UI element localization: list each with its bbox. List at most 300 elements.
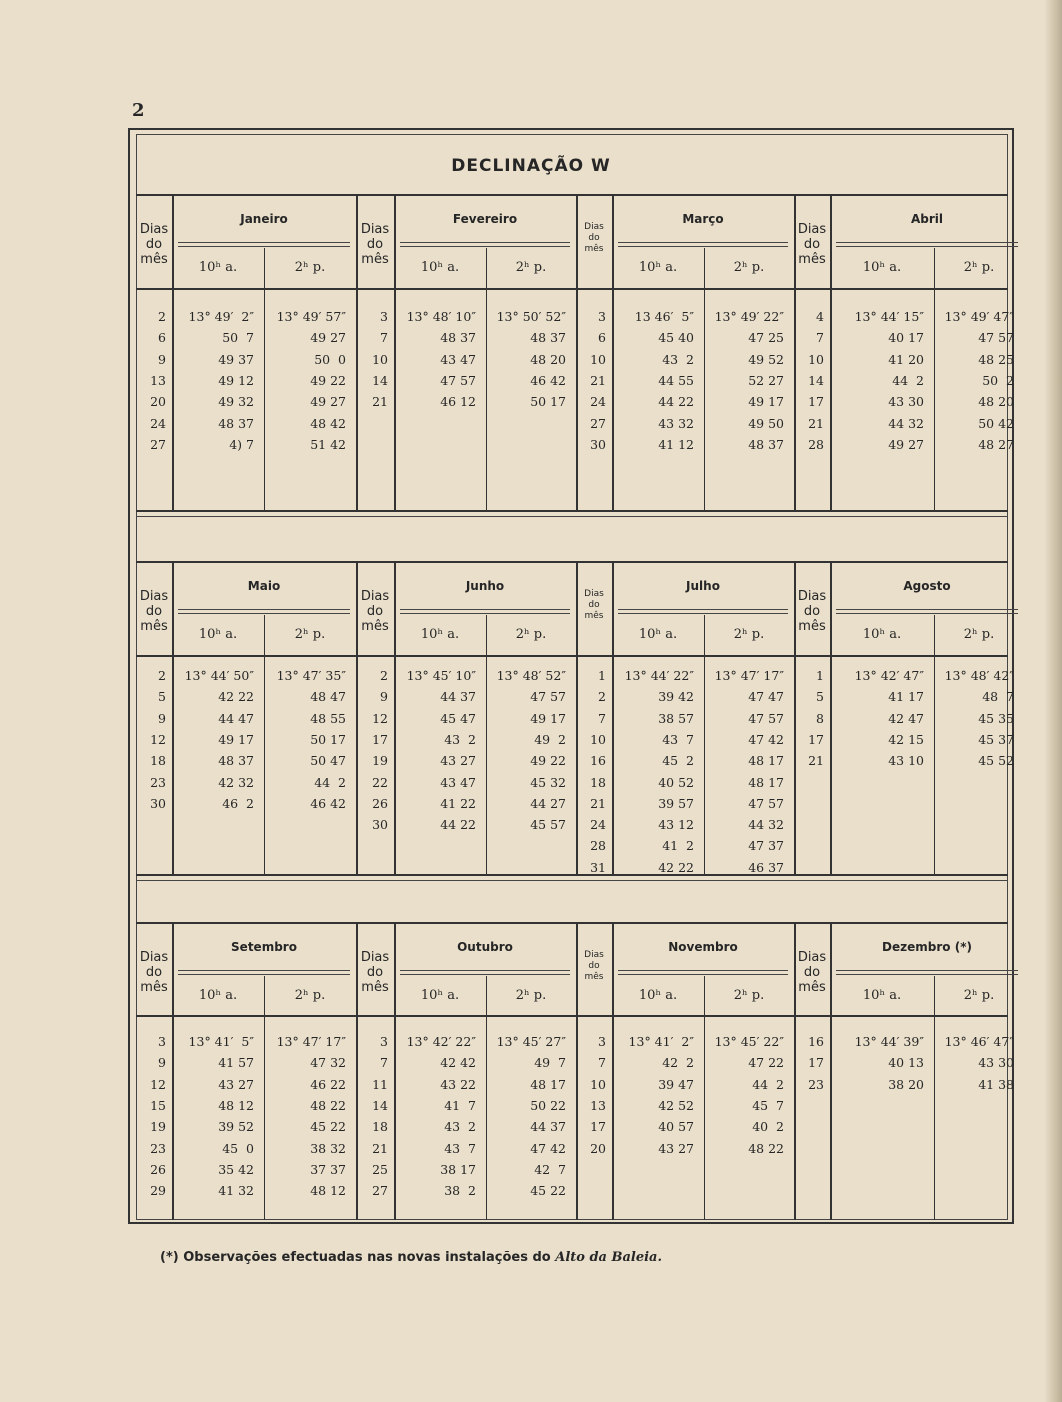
day-cell: 20: [150, 394, 166, 410]
dias-label-line: Dias: [139, 589, 169, 604]
afternoon-value-cell: 50 47: [310, 753, 346, 769]
afternoon-value-cell: 47 47: [748, 689, 784, 705]
month-name: Agosto: [903, 579, 951, 593]
afternoon-column-header: 2ʰ p.: [515, 627, 547, 642]
afternoon-value-cell: 48 12: [310, 1183, 346, 1199]
morning-value-cell: 42 52: [658, 1097, 694, 1113]
dias-label-line: Dias: [360, 589, 390, 604]
day-cell: 9: [158, 710, 166, 726]
afternoon-value-cell: 50 0: [314, 351, 346, 367]
afternoon-value-cell: 44 2: [752, 1076, 784, 1092]
footnote-marker: (*): [160, 1250, 179, 1265]
afternoon-value-cell: 50 17: [310, 731, 346, 747]
afternoon-value-cell: 45 7: [752, 1097, 784, 1113]
day-cell: 17: [590, 1119, 606, 1135]
morning-value-cell: 43 7: [444, 1140, 476, 1156]
morning-column-header: 10ʰ a.: [638, 260, 678, 275]
month-name: Março: [682, 212, 724, 226]
afternoon-value-cell: 45 22: [530, 1183, 566, 1199]
day-cell: 30: [372, 817, 388, 833]
morning-value-cell: 45 40: [658, 330, 694, 346]
day-cell: 17: [808, 1055, 824, 1071]
afternoon-value-cell: 47 22: [748, 1055, 784, 1071]
month-abril: [136, 196, 1014, 510]
day-cell: 6: [598, 330, 606, 346]
morning-value-cell: 42 2: [662, 1055, 694, 1071]
morning-value-cell: 43 32: [658, 415, 694, 431]
dias-label-line: do: [145, 965, 163, 980]
morning-value-cell: 44 22: [658, 394, 694, 410]
morning-value-cell: 43 27: [440, 753, 476, 769]
morning-column-header: 10ʰ a.: [198, 260, 238, 275]
morning-value-cell: 44 47: [218, 710, 254, 726]
morning-value-cell: 13° 41′ 5″: [188, 1034, 254, 1049]
dias-label-line: do: [803, 965, 821, 980]
afternoon-value-cell: 48 37: [530, 330, 566, 346]
dias-do-mes-header: [794, 222, 830, 282]
page-number: 2: [132, 100, 145, 121]
morning-value-cell: 39 47: [658, 1076, 694, 1092]
morning-value-cell: 40 52: [658, 774, 694, 790]
morning-value-cell: 46 2: [222, 795, 254, 811]
month-agosto: [136, 563, 1014, 874]
table-row: [136, 327, 1014, 348]
afternoon-value-cell: 48 17: [530, 1076, 566, 1092]
block-separator-top: [136, 510, 1008, 512]
dias-label-line: mês: [798, 980, 826, 995]
morning-column-header: 10ʰ a.: [198, 988, 238, 1003]
footnote-text: Observações efectuadas nas novas instalações do: [183, 1250, 551, 1265]
day-cell: 30: [150, 795, 166, 811]
afternoon-value-cell: 45 32: [530, 774, 566, 790]
afternoon-value-cell: 44 27: [530, 795, 566, 811]
dias-label-line: do: [803, 237, 821, 252]
afternoon-value-cell: 50 22: [530, 1097, 566, 1113]
afternoon-value-cell: 13° 45′ 22″: [714, 1034, 784, 1049]
month-block-1: [136, 196, 1014, 510]
dias-label-line: do: [803, 604, 821, 619]
afternoon-value-cell: 48 27: [978, 436, 1014, 452]
afternoon-value-cell: 49 50: [748, 415, 784, 431]
morning-value-cell: 44 2: [892, 372, 924, 388]
morning-value-cell: 38 57: [658, 710, 694, 726]
morning-value-cell: 39 42: [658, 689, 694, 705]
morning-value-cell: 38 17: [440, 1161, 476, 1177]
day-cell: 2: [598, 689, 606, 705]
morning-value-cell: 43 2: [444, 1119, 476, 1135]
afternoon-value-cell: 48 20: [978, 394, 1014, 410]
morning-value-cell: 43 30: [888, 394, 924, 410]
table-row: [136, 349, 1014, 370]
morning-column-header: 10ʰ a.: [638, 627, 678, 642]
afternoon-value-cell: 48 42: [310, 415, 346, 431]
morning-column-header: 10ʰ a.: [198, 627, 238, 642]
day-cell: 1: [816, 668, 824, 683]
dias-label-line: Dias: [797, 589, 827, 604]
dias-label-line: Dias: [584, 589, 604, 599]
morning-value-cell: 43 27: [658, 1140, 694, 1156]
morning-value-cell: 41 7: [444, 1097, 476, 1113]
morning-value-cell: 43 27: [218, 1076, 254, 1092]
afternoon-value-cell: 49 22: [530, 753, 566, 769]
dias-label-line: Dias: [584, 222, 604, 232]
morning-value-cell: 41 20: [888, 351, 924, 367]
afternoon-value-cell: 13° 48′ 42″: [944, 668, 1014, 683]
afternoon-column-header: 2ʰ p.: [294, 627, 326, 642]
morning-value-cell: 41 12: [658, 436, 694, 452]
day-cell: 19: [150, 1119, 166, 1135]
month-name: Junho: [465, 579, 505, 593]
morning-value-cell: 13° 41′ 2″: [628, 1034, 694, 1049]
month-block-3: [136, 924, 1014, 1220]
afternoon-value-cell: 45 57: [530, 817, 566, 833]
morning-value-cell: 43 2: [662, 351, 694, 367]
day-cell: 3: [598, 309, 606, 324]
month-double-rule: [836, 609, 1018, 614]
dias-label-line: do: [588, 600, 600, 610]
day-cell: 2: [380, 668, 388, 683]
afternoon-value-cell: 44 37: [530, 1119, 566, 1135]
morning-value-cell: 43 2: [444, 731, 476, 747]
morning-value-cell: 50 7: [222, 330, 254, 346]
block-separator-top-inner: [136, 516, 1008, 517]
afternoon-value-cell: 13° 49′ 57″: [276, 309, 346, 324]
dias-label-line: do: [366, 604, 384, 619]
day-cell: 28: [590, 838, 606, 854]
afternoon-value-cell: 47 57: [530, 689, 566, 705]
morning-value-cell: 49 27: [888, 436, 924, 452]
dias-label-line: Dias: [360, 222, 390, 237]
morning-value-cell: 13° 44′ 50″: [184, 668, 254, 683]
afternoon-column-header: 2ʰ p.: [963, 988, 995, 1003]
afternoon-column-header: 2ʰ p.: [294, 260, 326, 275]
morning-value-cell: 45 2: [662, 753, 694, 769]
afternoon-value-cell: 49 7: [534, 1055, 566, 1071]
dias-label-line: Dias: [584, 950, 604, 960]
dias-label-line: mês: [798, 619, 826, 634]
day-cell: 29: [150, 1183, 166, 1199]
table-row: [136, 708, 1014, 729]
morning-value-cell: 44 22: [440, 817, 476, 833]
afternoon-column-header: 2ʰ p.: [963, 260, 995, 275]
day-cell: 5: [158, 689, 166, 705]
day-cell: 3: [380, 309, 388, 324]
afternoon-value-cell: 37 37: [310, 1161, 346, 1177]
afternoon-value-cell: 45 22: [310, 1119, 346, 1135]
day-cell: 21: [372, 394, 388, 410]
day-cell: 24: [590, 817, 606, 833]
morning-column-header: 10ʰ a.: [420, 627, 460, 642]
day-cell: 4: [816, 309, 824, 324]
month-name: Julho: [686, 579, 720, 593]
morning-value-cell: 48 12: [218, 1097, 254, 1113]
day-cell: 10: [590, 1076, 606, 1092]
footnote-place: Alto da Baleia.: [555, 1250, 663, 1265]
afternoon-value-cell: 13° 49′ 47″: [944, 309, 1014, 324]
morning-value-cell: 13° 44′ 15″: [854, 309, 924, 324]
am-pm-column-rule: [934, 976, 935, 1220]
morning-value-cell: 43 22: [440, 1076, 476, 1092]
month-name: Setembro: [231, 940, 297, 954]
afternoon-value-cell: 38 32: [310, 1140, 346, 1156]
morning-value-cell: 43 12: [658, 817, 694, 833]
day-cell: 23: [808, 1076, 824, 1092]
afternoon-value-cell: 48 55: [310, 710, 346, 726]
month-dezembro: [136, 924, 1014, 1220]
day-cell: 27: [372, 1183, 388, 1199]
afternoon-column-header: 2ʰ p.: [733, 260, 765, 275]
afternoon-value-cell: 48 20: [530, 351, 566, 367]
afternoon-value-cell: 48 22: [748, 1140, 784, 1156]
morning-value-cell: 42 32: [218, 774, 254, 790]
day-cell: 13: [590, 1097, 606, 1113]
dias-label-line: do: [145, 237, 163, 252]
day-cell: 9: [380, 689, 388, 705]
afternoon-value-cell: 50 2: [982, 372, 1014, 388]
day-cell: 12: [372, 710, 388, 726]
day-cell: 25: [372, 1161, 388, 1177]
table-row: [136, 1074, 1014, 1095]
dias-label-line: do: [366, 237, 384, 252]
footnote: [160, 1250, 662, 1265]
afternoon-value-cell: 47 37: [748, 838, 784, 854]
afternoon-value-cell: 42 7: [534, 1161, 566, 1177]
afternoon-value-cell: 49 27: [310, 330, 346, 346]
day-cell: 11: [372, 1076, 388, 1092]
afternoon-value-cell: 47 32: [310, 1055, 346, 1071]
month-double-rule: [836, 970, 1018, 975]
day-cell: 14: [372, 1097, 388, 1113]
day-cell: 16: [808, 1034, 824, 1049]
day-cell: 10: [372, 351, 388, 367]
month-name: Outubro: [457, 940, 513, 954]
morning-value-cell: 40 13: [888, 1055, 924, 1071]
table-row: [136, 686, 1014, 707]
morning-value-cell: 41 22: [440, 795, 476, 811]
afternoon-value-cell: 13° 48′ 52″: [496, 668, 566, 683]
day-cell: 31: [590, 859, 606, 875]
dias-label-line: Dias: [139, 222, 169, 237]
morning-value-cell: 44 37: [440, 689, 476, 705]
afternoon-value-cell: 48 25: [978, 351, 1014, 367]
morning-value-cell: 38 20: [888, 1076, 924, 1092]
afternoon-value-cell: 49 17: [530, 710, 566, 726]
morning-value-cell: 48 37: [440, 330, 476, 346]
morning-value-cell: 48 37: [218, 415, 254, 431]
day-cell: 7: [598, 710, 606, 726]
dias-label-line: mês: [140, 252, 168, 267]
afternoon-column-header: 2ʰ p.: [515, 260, 547, 275]
dias-do-mes-header: [794, 950, 830, 1010]
day-cell: 30: [590, 436, 606, 452]
afternoon-column-header: 2ʰ p.: [963, 627, 995, 642]
morning-value-cell: 49 17: [218, 731, 254, 747]
dias-label-line: mês: [361, 252, 389, 267]
day-cell: 18: [372, 1119, 388, 1135]
day-cell: 18: [590, 774, 606, 790]
afternoon-value-cell: 13° 49′ 22″: [714, 309, 784, 324]
day-cell: 23: [150, 1140, 166, 1156]
dias-label-line: mês: [361, 619, 389, 634]
day-cell: 28: [808, 436, 824, 452]
morning-value-cell: 40 57: [658, 1119, 694, 1135]
morning-value-cell: 13° 44′ 22″: [624, 668, 694, 683]
afternoon-value-cell: 47 42: [748, 731, 784, 747]
month-name: Maio: [247, 579, 281, 593]
day-cell: 17: [808, 394, 824, 410]
table-row: [136, 434, 1014, 455]
day-cell: 2: [158, 309, 166, 324]
day-cell: 14: [808, 372, 824, 388]
morning-value-cell: 41 2: [662, 838, 694, 854]
dias-label-line: do: [145, 604, 163, 619]
afternoon-value-cell: 46 42: [530, 372, 566, 388]
day-cell: 10: [590, 731, 606, 747]
morning-column-header: 10ʰ a.: [862, 988, 902, 1003]
dias-label-line: mês: [361, 980, 389, 995]
afternoon-value-cell: 13° 47′ 35″: [276, 668, 346, 683]
day-cell: 10: [808, 351, 824, 367]
table-row: [136, 665, 1014, 686]
morning-value-cell: 13° 42′ 22″: [406, 1034, 476, 1049]
morning-value-cell: 44 55: [658, 372, 694, 388]
month-double-rule: [836, 242, 1018, 247]
day-cell: 13: [150, 372, 166, 388]
day-cell: 21: [808, 415, 824, 431]
morning-value-cell: 43 47: [440, 351, 476, 367]
afternoon-value-cell: 52 27: [748, 372, 784, 388]
morning-value-cell: 40 17: [888, 330, 924, 346]
morning-value-cell: 42 42: [440, 1055, 476, 1071]
morning-value-cell: 49 32: [218, 394, 254, 410]
morning-value-cell: 13 46′ 5″: [634, 309, 694, 324]
day-cell: 26: [150, 1161, 166, 1177]
table-title: DECLINAÇÃO W: [451, 156, 611, 176]
day-cell: 3: [380, 1034, 388, 1049]
afternoon-value-cell: 44 2: [314, 774, 346, 790]
day-cell: 8: [816, 710, 824, 726]
day-cell: 9: [158, 351, 166, 367]
morning-value-cell: 43 10: [888, 753, 924, 769]
morning-value-cell: 13° 49′ 2″: [188, 309, 254, 324]
morning-column-header: 10ʰ a.: [862, 627, 902, 642]
day-cell: 7: [380, 1055, 388, 1071]
table-row: [136, 413, 1014, 434]
afternoon-value-cell: 45 35: [978, 710, 1014, 726]
afternoon-value-cell: 48 17: [748, 774, 784, 790]
afternoon-value-cell: 48 47: [310, 689, 346, 705]
afternoon-value-cell: 13° 50′ 52″: [496, 309, 566, 324]
dias-label-line: Dias: [139, 950, 169, 965]
month-name: Dezembro (*): [882, 940, 972, 954]
afternoon-value-cell: 49 22: [310, 372, 346, 388]
day-cell: 2: [158, 668, 166, 683]
day-cell: 7: [380, 330, 388, 346]
dias-label-line: mês: [140, 980, 168, 995]
morning-value-cell: 35 42: [218, 1161, 254, 1177]
morning-value-cell: 48 37: [218, 753, 254, 769]
morning-value-cell: 38 2: [444, 1183, 476, 1199]
afternoon-column-header: 2ʰ p.: [515, 988, 547, 1003]
morning-value-cell: 42 47: [888, 710, 924, 726]
morning-value-cell: 41 57: [218, 1055, 254, 1071]
day-cell: 21: [590, 795, 606, 811]
dias-label-line: do: [366, 965, 384, 980]
morning-value-cell: 39 52: [218, 1119, 254, 1135]
block-separator-top-2-inner: [136, 880, 1008, 881]
afternoon-value-cell: 45 37: [978, 731, 1014, 747]
morning-column-header: 10ʰ a.: [862, 260, 902, 275]
afternoon-value-cell: 48 22: [310, 1097, 346, 1113]
afternoon-value-cell: 51 42: [310, 436, 346, 452]
table-row: [136, 729, 1014, 750]
afternoon-value-cell: 13° 47′ 17″: [714, 668, 784, 683]
dias-label-line: mês: [798, 252, 826, 267]
afternoon-value-cell: 13° 47′ 17″: [276, 1034, 346, 1049]
table-row: [136, 306, 1014, 327]
table-row: [136, 750, 1014, 771]
morning-value-cell: 41 32: [218, 1183, 254, 1199]
day-cell: 3: [598, 1034, 606, 1049]
morning-value-cell: 41 17: [888, 689, 924, 705]
morning-value-cell: 13° 45′ 10″: [406, 668, 476, 683]
day-cell: 21: [808, 753, 824, 769]
afternoon-value-cell: 13° 46′ 47″: [944, 1034, 1014, 1049]
dias-label-line: do: [588, 233, 600, 243]
month-block-2: [136, 563, 1014, 875]
page-edge-shadow: [1044, 0, 1062, 1402]
afternoon-value-cell: 40 2: [752, 1119, 784, 1135]
day-cell: 5: [816, 689, 824, 705]
afternoon-value-cell: 50 42: [978, 415, 1014, 431]
day-cell: 19: [372, 753, 388, 769]
day-cell: 16: [590, 753, 606, 769]
morning-value-cell: 49 12: [218, 372, 254, 388]
afternoon-value-cell: 49 27: [310, 394, 346, 410]
dias-label-line: mês: [584, 972, 604, 982]
day-cell: 27: [150, 436, 166, 452]
afternoon-value-cell: 49 52: [748, 351, 784, 367]
morning-column-header: 10ʰ a.: [420, 988, 460, 1003]
morning-value-cell: 45 0: [222, 1140, 254, 1156]
afternoon-value-cell: 47 57: [748, 795, 784, 811]
day-cell: 21: [590, 372, 606, 388]
dias-label-line: mês: [584, 611, 604, 621]
day-cell: 7: [598, 1055, 606, 1071]
afternoon-value-cell: 50 17: [530, 394, 566, 410]
afternoon-value-cell: 49 2: [534, 731, 566, 747]
day-cell: 7: [816, 330, 824, 346]
day-cell: 15: [150, 1097, 166, 1113]
afternoon-value-cell: 48 17: [748, 753, 784, 769]
morning-value-cell: 13° 42′ 47″: [854, 668, 924, 683]
afternoon-value-cell: 47 57: [978, 330, 1014, 346]
day-cell: 3: [158, 1034, 166, 1049]
month-name: Janeiro: [240, 212, 288, 226]
morning-column-header: 10ʰ a.: [420, 260, 460, 275]
morning-value-cell: 13° 44′ 39″: [854, 1034, 924, 1049]
morning-value-cell: 39 57: [658, 795, 694, 811]
morning-value-cell: 44 32: [888, 415, 924, 431]
morning-value-cell: 42 15: [888, 731, 924, 747]
day-cell: 23: [150, 774, 166, 790]
day-cell: 21: [372, 1140, 388, 1156]
day-cell: 22: [372, 774, 388, 790]
day-cell: 17: [372, 731, 388, 747]
day-cell: 24: [150, 415, 166, 431]
afternoon-value-cell: 47 57: [748, 710, 784, 726]
table-row: [136, 1031, 1014, 1052]
